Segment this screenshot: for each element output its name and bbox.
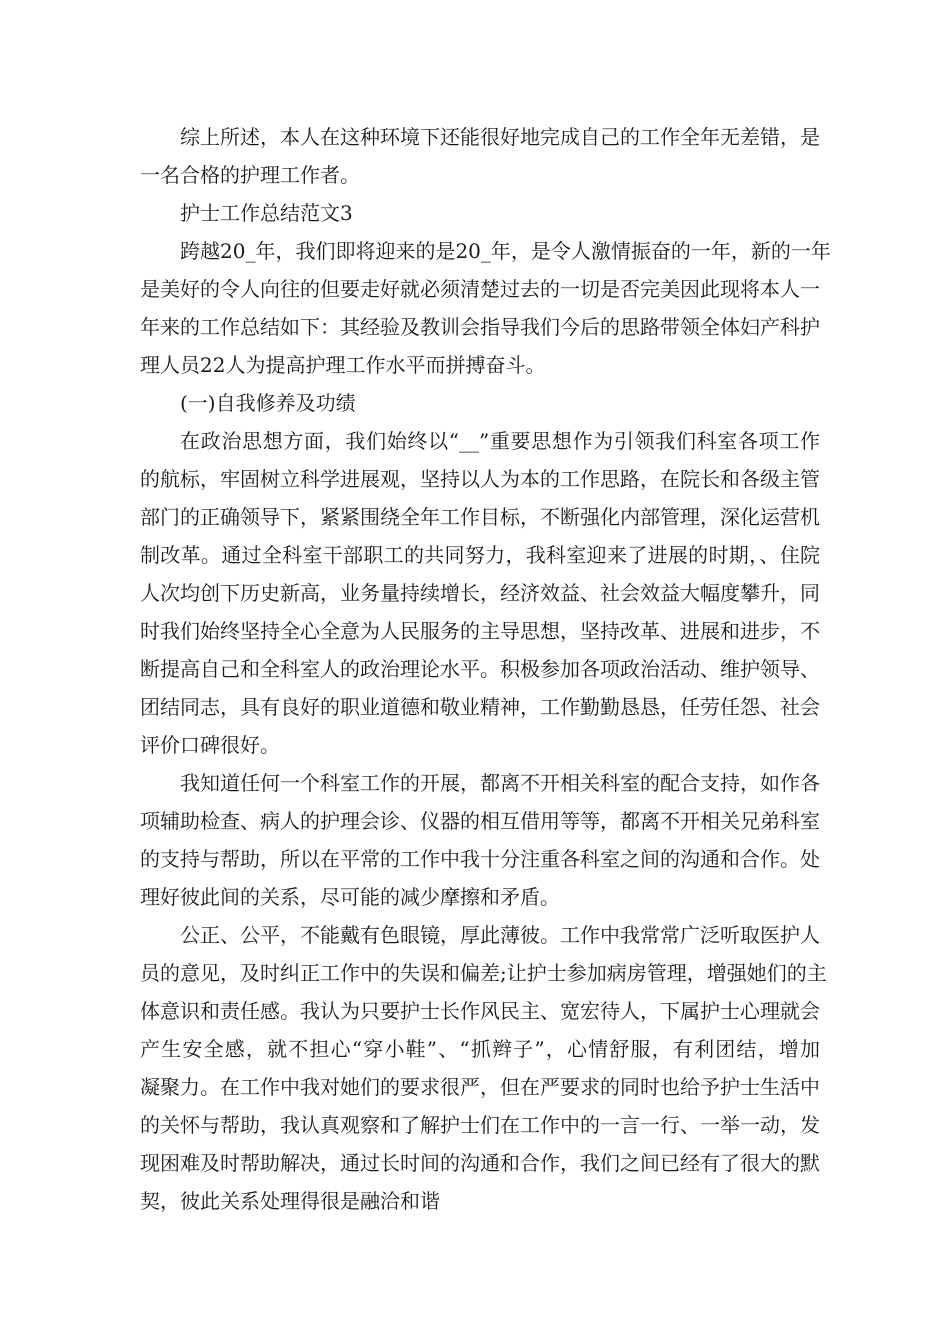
text-line: 人次均创下历史新高，业务量持续增长，经济效益、社会效益大幅度攀升，同 <box>140 581 820 605</box>
text-line: 部门的正确领导下，紧紧围绕全年工作目标，不断强化内部管理，深化运营机 <box>140 505 820 529</box>
text-line: 一名合格的护理工作者。 <box>140 163 360 187</box>
text-line: 员的意见，及时纠正工作中的失误和偏差;让护士参加病房管理，增强她们的主 <box>140 961 827 985</box>
text-line: 我知道任何一个科室工作的开展，都离不开相关科室的配合支持，如作各 <box>180 771 820 795</box>
text-line: 的关怀与帮助，我认真观察和了解护士们在工作中的一言一行、一举一动，发 <box>140 1113 820 1137</box>
text-line: 公正、公平，不能戴有色眼镜，厚此薄彼。工作中我常常广泛听取医护人 <box>180 923 820 947</box>
text-line: 年来的工作总结如下：其经验及教训会指导我们今后的思路带领全体妇产科护 <box>140 315 820 339</box>
text-line: 在政治思想方面，我们始终以“__”重要思想作为引领我们科室各项工作 <box>180 429 820 453</box>
text-line: 护士工作总结范文3 <box>180 201 353 225</box>
text-line: 断提高自己和全科室人的政治理论水平。积极参加各项政治活动、维护领导、 <box>140 657 820 681</box>
text-line: 现困难及时帮助解决，通过长时间的沟通和合作，我们之间已经有了很大的默 <box>140 1151 820 1175</box>
text-line: 制改革。通过全科室干部职工的共同努力，我科室迎来了进展的时期，、住院 <box>140 543 820 567</box>
document-body <box>140 118 831 1220</box>
text-line: 理人员22人为提高护理工作水平而拼搏奋斗。 <box>140 353 546 377</box>
text-line: 的航标，牢固树立科学进展观，坚持以人为本的工作思路，在院长和各级主管 <box>140 467 820 491</box>
text-line: 的支持与帮助，所以在平常的工作中我十分注重各科室之间的沟通和合作。处 <box>140 847 820 871</box>
text-line: 是美好的令人向往的但要走好就必须清楚过去的一切是否完美因此现将本人一 <box>140 277 820 301</box>
text-line: 团结同志，具有良好的职业道德和敬业精神，工作勤勤恳恳，任劳任怨、社会 <box>140 695 820 719</box>
text-line: 体意识和责任感。我认为只要护士长作风民主、宽宏待人，下属护士心理就会 <box>140 999 820 1023</box>
text-line: (一)自我修养及功绩 <box>180 391 356 415</box>
text-line: 评价口碑很好。 <box>140 733 280 757</box>
text-line: 契，彼此关系处理得很是融洽和谐 <box>140 1189 440 1213</box>
text-line: 综上所述，本人在这种环境下还能很好地完成自己的工作全年无差错，是 <box>180 125 820 149</box>
text-line: 跨越20_年，我们即将迎来的是20_年，是令人激情振奋的一年，新的一年 <box>180 239 831 263</box>
text-line: 项辅助检查、病人的护理会诊、仪器的相互借用等等，都离不开相关兄弟科室 <box>140 809 820 833</box>
text-line: 凝聚力。在工作中我对她们的要求很严，但在严要求的同时也给予护士生活中 <box>140 1075 820 1099</box>
text-line: 时我们始终坚持全心全意为人民服务的主导思想，坚持改革、进展和进步，不 <box>140 619 820 643</box>
text-line: 产生安全感，就不担心“穿小鞋”、“抓辫子”，心情舒服，有利团结，增加 <box>140 1037 820 1061</box>
text-line: 理好彼此间的关系，尽可能的减少摩擦和矛盾。 <box>140 885 560 909</box>
